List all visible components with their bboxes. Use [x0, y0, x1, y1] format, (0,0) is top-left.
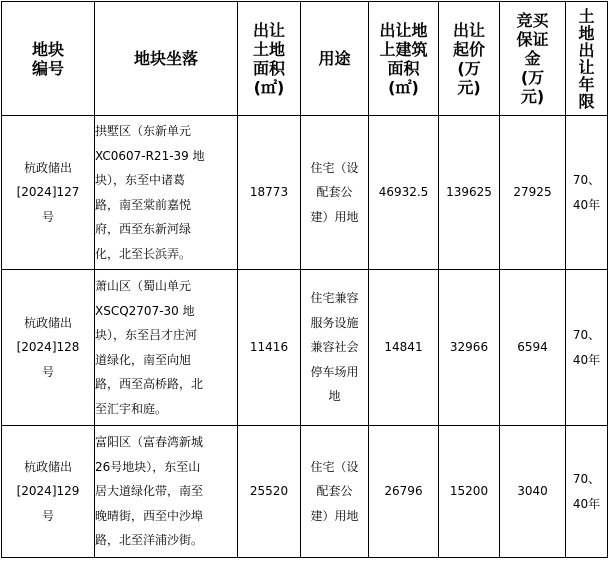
cell-line: 起价	[452, 39, 485, 59]
cell-line: 编号	[31, 58, 64, 78]
cell-line: 路，南至棠前嘉悦	[95, 197, 192, 212]
cell-line: (㎡)	[388, 77, 419, 97]
cell-line: 住宅兼容	[310, 291, 359, 306]
cell-line: 住宅（设	[310, 160, 359, 175]
cell-line: [2024]128	[16, 340, 80, 355]
cell-line: 号	[41, 508, 54, 523]
cell-building-area: 46932.5	[369, 116, 439, 270]
cell-line: XSCQ2707-30 地	[95, 303, 195, 318]
cell-line: (万	[520, 68, 545, 87]
cell-line: 杭政储出	[23, 315, 72, 330]
header-building-area	[369, 2, 439, 116]
cell-line: 杭政储出	[23, 160, 72, 175]
cell-use	[301, 426, 369, 558]
header-term	[566, 2, 608, 116]
cell-line: 地	[328, 389, 341, 404]
cell-line: 块），东至中诸葛	[95, 173, 186, 187]
cell-area: 18773	[238, 116, 301, 270]
cell-line: 地	[578, 23, 595, 43]
cell-line: 40年	[572, 197, 601, 212]
cell-line: [2024]127	[16, 185, 80, 200]
cell-line: 元)	[457, 77, 481, 97]
cell-id	[2, 426, 95, 558]
header-id	[2, 2, 95, 116]
header-deposit	[500, 2, 566, 116]
table-row	[2, 270, 608, 426]
cell-line: 70、	[572, 472, 601, 486]
cell-term	[566, 116, 608, 270]
header-location	[95, 2, 238, 116]
cell-line: 元)	[520, 87, 545, 106]
cell-line: 出让地	[379, 20, 428, 40]
cell-line: 限	[578, 91, 595, 111]
cell-line: 富阳区（富春湾新城	[95, 435, 204, 450]
cell-line: 建）用地	[310, 508, 359, 523]
cell-line: 地块坐落	[133, 49, 198, 68]
cell-id	[2, 270, 95, 426]
cell-line: 杭政储出	[23, 459, 72, 474]
cell-start-price: 32966	[439, 270, 500, 426]
cell-location	[95, 116, 238, 270]
cell-line: 至汇宇和庭。	[95, 401, 168, 416]
cell-line: 住宅（设	[310, 459, 359, 474]
cell-location	[95, 270, 238, 426]
cell-line: 出让	[252, 20, 285, 40]
cell-line: 号	[41, 364, 54, 379]
cell-line: 上建筑	[379, 39, 428, 59]
table-header-row	[2, 2, 608, 116]
cell-term	[566, 426, 608, 558]
cell-line: 70、	[572, 328, 601, 342]
cell-line: 府，西至东新河绿	[95, 222, 192, 236]
cell-area: 11416	[238, 270, 301, 426]
cell-deposit: 3040	[500, 426, 566, 558]
cell-start-price: 15200	[439, 426, 500, 558]
header-start-price	[439, 2, 500, 116]
cell-line: 晚晴街，西至中沙埠	[95, 508, 204, 523]
cell-line: 块），东至吕才庄河	[95, 328, 198, 342]
cell-line: 70、	[572, 173, 601, 187]
cell-area: 25520	[238, 426, 301, 558]
cell-deposit: 27925	[500, 116, 566, 270]
cell-line: 化，北至长浜弄。	[95, 246, 192, 261]
cell-location	[95, 426, 238, 558]
cell-line: 26号地块），东至山	[95, 459, 201, 474]
cell-use	[301, 270, 369, 426]
cell-line: 金	[524, 49, 541, 68]
land-parcel-table	[1, 1, 608, 558]
cell-line: 兼容社会	[310, 340, 359, 355]
cell-line: 地块	[31, 39, 64, 59]
cell-line: 用途	[318, 49, 351, 68]
cell-building-area: 26796	[369, 426, 439, 558]
cell-line: (㎡)	[253, 77, 285, 97]
cell-line: 竞买	[516, 11, 549, 30]
cell-use	[301, 116, 369, 270]
cell-line: 土地	[252, 39, 285, 59]
cell-term	[566, 270, 608, 426]
cell-line: 居大道绿化带，南至	[95, 484, 204, 499]
cell-line: 面积	[387, 58, 420, 78]
cell-line: 道绿化，南至向旭	[95, 352, 192, 367]
cell-line: 号	[41, 209, 54, 224]
cell-line: 配套公	[316, 185, 353, 200]
cell-line: [2024]129	[16, 484, 80, 499]
cell-line: 萧山区（蜀山单元	[95, 279, 192, 293]
cell-line: 停车场用	[310, 364, 359, 379]
cell-line: 建）用地	[310, 209, 359, 224]
cell-line: 拱墅区（东新单元	[95, 124, 192, 138]
table-row	[2, 426, 608, 558]
cell-line: 配套公	[316, 484, 353, 499]
cell-line: 出	[578, 40, 595, 60]
cell-line: 年	[578, 74, 595, 94]
cell-line: 土	[578, 6, 595, 26]
cell-id	[2, 116, 95, 270]
cell-line: 40年	[572, 352, 601, 367]
cell-line: 保证	[516, 30, 549, 49]
table-row	[2, 116, 608, 270]
cell-line: XC0607-R21-39 地	[95, 148, 205, 163]
cell-line: 让	[578, 57, 595, 77]
cell-building-area: 14841	[369, 270, 439, 426]
cell-line: 出让	[452, 20, 485, 40]
cell-deposit: 6594	[500, 270, 566, 426]
cell-start-price: 139625	[439, 116, 500, 270]
cell-line: 面积	[252, 58, 285, 78]
cell-line: (万	[457, 58, 481, 78]
cell-line: 路，北至洋浦沙街。	[95, 533, 204, 548]
header-area	[238, 2, 301, 116]
cell-line: 路，西至高桥路，北	[95, 377, 204, 391]
cell-line: 40年	[572, 496, 601, 511]
header-use	[301, 2, 369, 116]
cell-line: 服务设施	[310, 315, 359, 330]
